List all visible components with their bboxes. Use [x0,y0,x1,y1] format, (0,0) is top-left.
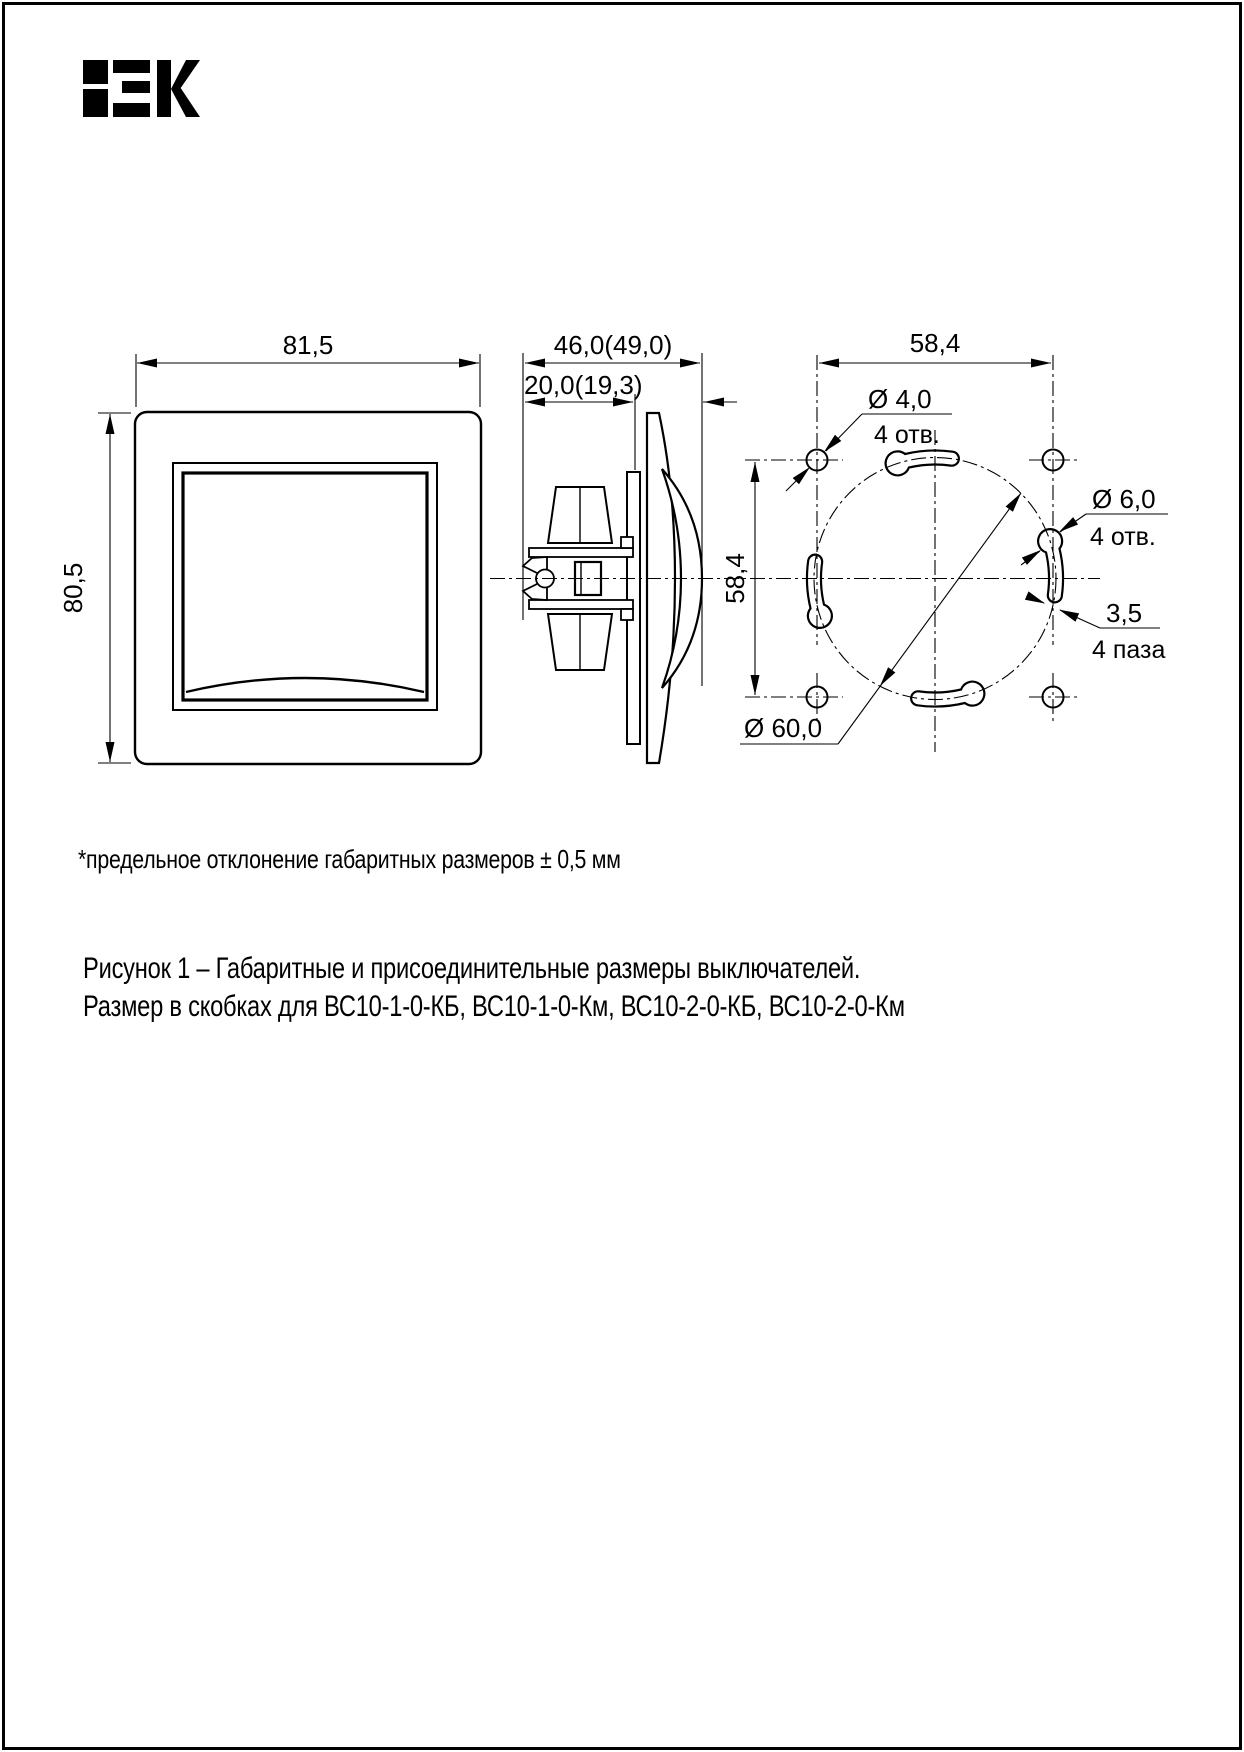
label-hole-small-qty: 4 отв. [874,421,940,449]
mount-keyhole-slot [911,682,984,707]
front-rocker-frame [173,463,437,710]
figure-caption [83,950,905,1026]
dimension-arrowhead [1006,493,1021,512]
side-frame-profile [647,413,675,763]
dimension-arrowhead [880,667,895,686]
front-cover-plate [135,412,481,764]
dimension-arrowhead [525,359,545,368]
dimension-arrowhead [1059,517,1078,532]
label-hole-large-diameter: Ø 6,0 [1092,484,1156,514]
dim-side-depth: 46,0(49,0) [553,330,673,360]
dim-side-inset: 20,0(19,3) [524,370,643,400]
side-flange-upper-tab [621,537,633,548]
side-view [523,413,702,763]
mount-keyhole-slot [807,555,832,628]
mount-keyhole-slot [1038,529,1063,602]
label-hole-small-diameter: Ø 4,0 [868,384,932,414]
dimension-arrowhead [137,359,157,368]
dim-mount-height: 58,4 [720,553,750,604]
label-mount-circle: Ø 60,0 [744,713,823,743]
dimension-arrowhead [459,359,479,368]
front-rocker-key [183,473,427,700]
front-view [135,412,481,764]
dim-front-width: 81,5 [282,330,334,360]
figure-caption-line2: Размер в скобках для ВС10-1-0-КБ, ВС10-1-0-Км, ВС10-2-0-КБ, ВС10-2-0-Км [83,990,905,1023]
label-hole-large-qty: 4 отв. [1090,523,1156,551]
side-flange-upper [529,548,633,557]
dimension-arrowhead [1025,591,1045,603]
dimension-arrowhead [751,462,760,482]
dimension-arrowhead [1059,610,1079,622]
dimension-arrowhead [106,414,115,434]
side-flange-lower-tab [621,609,633,620]
label-slot-width: 3,5 [1106,598,1143,628]
dimension-arrowhead [680,359,700,368]
dim-mount-width: 58,4 [909,328,961,358]
dimension-arrowhead [106,742,115,762]
dimension-arrowhead [819,359,839,368]
label-slot-qty: 4 паза [1092,636,1166,664]
mount-keyhole-slot [886,450,959,475]
dimension-arrowhead [704,398,724,407]
front-rocker-curve [186,678,424,692]
side-flange-lower [529,600,633,609]
dim-front-height: 80,5 [58,562,88,614]
figure-caption-line1: Рисунок 1 – Габаритные и присоединительные размеры выключателей. [83,952,861,985]
dimension-arrowhead [1031,359,1051,368]
dimension-arrowhead [751,675,760,695]
tolerance-footnote: *предельное отклонение габаритных размеров ± 0,5 мм [78,844,621,874]
